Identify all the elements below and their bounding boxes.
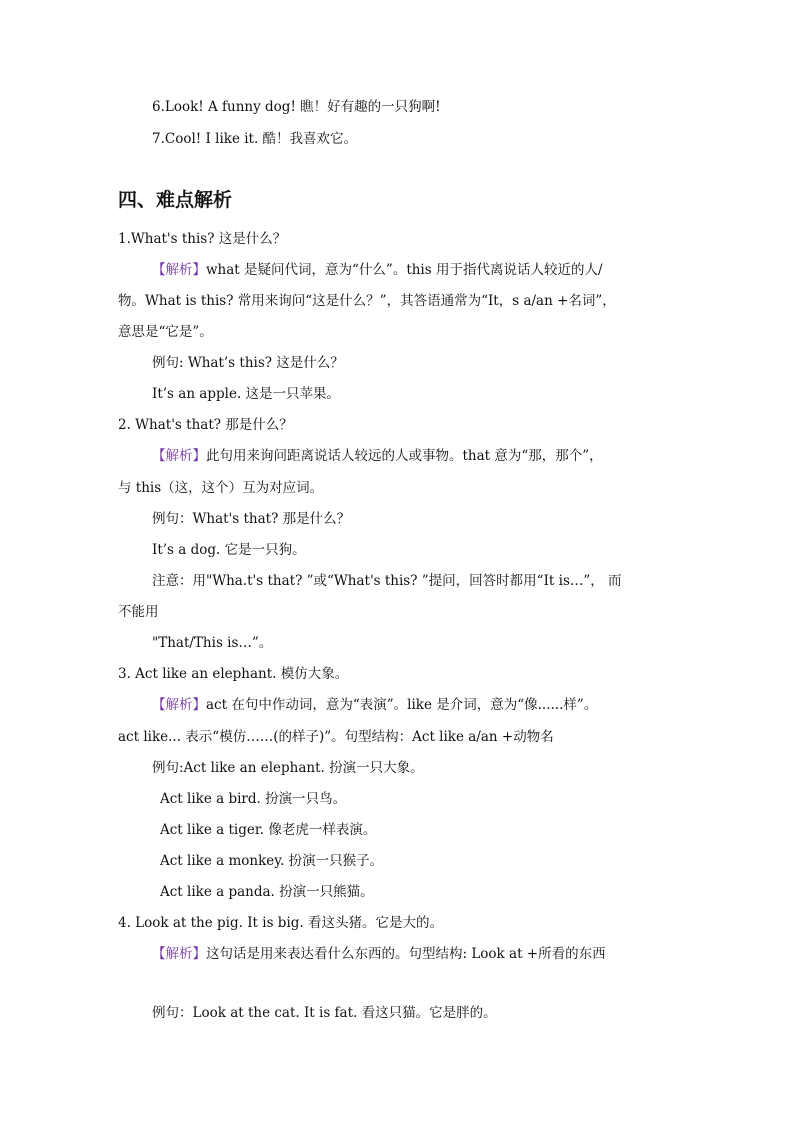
analysis-tag: 【解析】 bbox=[152, 262, 206, 278]
analysis-text: act 在句中作动词，意为“表演”。like 是介词，意为“像......样”。 bbox=[206, 697, 598, 713]
item-3-example-1: 例句:Act like an elephant. 扮演一只大象。 bbox=[152, 760, 424, 776]
item-2-analysis-line-2: 与 this（这，这个）互为对应词。 bbox=[118, 480, 324, 496]
item-3-example-4: Act like a monkey. 扮演一只猴子。 bbox=[160, 853, 384, 869]
item-2-note-line-3: "That/This is…”。 bbox=[152, 635, 273, 651]
item-1-example-question: 例句: What’s this? 这是什么？ bbox=[152, 355, 344, 371]
section-title: 四、难点解析 bbox=[118, 189, 233, 211]
item-3-analysis-line-1 bbox=[152, 695, 597, 715]
analysis-tag: 【解析】 bbox=[152, 448, 206, 464]
item-3-example-3: Act like a tiger. 像老虎一样表演。 bbox=[160, 822, 377, 838]
analysis-tag: 【解析】 bbox=[152, 946, 206, 962]
item-2-example-question: 例句：What's that? 那是什么？ bbox=[152, 511, 351, 527]
item-1-title: 1.What's this? 这是什么？ bbox=[118, 231, 287, 247]
item-3-example-2: Act like a bird. 扮演一只鸟。 bbox=[160, 791, 347, 807]
item-4-example: 例句：Look at the cat. It is fat. 看这只猫。它是胖的。 bbox=[152, 1005, 497, 1021]
item-2-example-answer: It’s a dog. 它是一只狗。 bbox=[152, 542, 306, 558]
item-3-example-5: Act like a panda. 扮演一只熊猫。 bbox=[160, 884, 374, 900]
item-4-analysis-line-1 bbox=[152, 944, 606, 964]
intro-line-7: 7.Cool! I like it. 酷！我喜欢它。 bbox=[152, 131, 358, 147]
item-2-title: 2. What's that? 那是什么？ bbox=[118, 417, 293, 433]
item-1-analysis-line-1 bbox=[152, 260, 603, 280]
intro-line-6: 6.Look! A funny dog! 瞧！好有趣的一只狗啊! bbox=[152, 99, 441, 115]
analysis-text: 此句用来询问距离说话人较远的人或事物。that 意为“那，那个”， bbox=[206, 448, 603, 464]
item-3-title: 3. Act like an elephant. 模仿大象。 bbox=[118, 666, 349, 682]
analysis-text: what 是疑问代词，意为“什么”。this 用于指代离说话人较近的人/ bbox=[206, 262, 603, 278]
item-2-note-line-1: 注意：用"Wha.t's that? ”或“What's this? ”提问，回答时都用“It is…”， 而 bbox=[152, 573, 622, 589]
item-2-note-line-2: 不能用 bbox=[118, 604, 159, 620]
item-2-analysis-line-1 bbox=[152, 446, 603, 466]
item-4-title: 4. Look at the pig. It is big. 看这头猪。它是大的。 bbox=[118, 915, 443, 931]
item-1-analysis-line-3: 意思是“它是”。 bbox=[118, 324, 213, 340]
item-1-analysis-line-2: 物。What is this? 常用来询问“这是什么？”，其答语通常为“It，s a/an +名词”， bbox=[118, 293, 616, 309]
item-3-analysis-line-2: act like... 表示“模仿……(的样子)”。句型结构：Act like a/an +动物名 bbox=[118, 729, 554, 745]
analysis-tag: 【解析】 bbox=[152, 697, 206, 713]
analysis-text: 这句话是用来表达看什么东西的。句型结构: Look at +所看的东西 bbox=[206, 946, 606, 962]
item-1-example-answer: It’s an apple. 这是一只苹果。 bbox=[152, 386, 341, 402]
